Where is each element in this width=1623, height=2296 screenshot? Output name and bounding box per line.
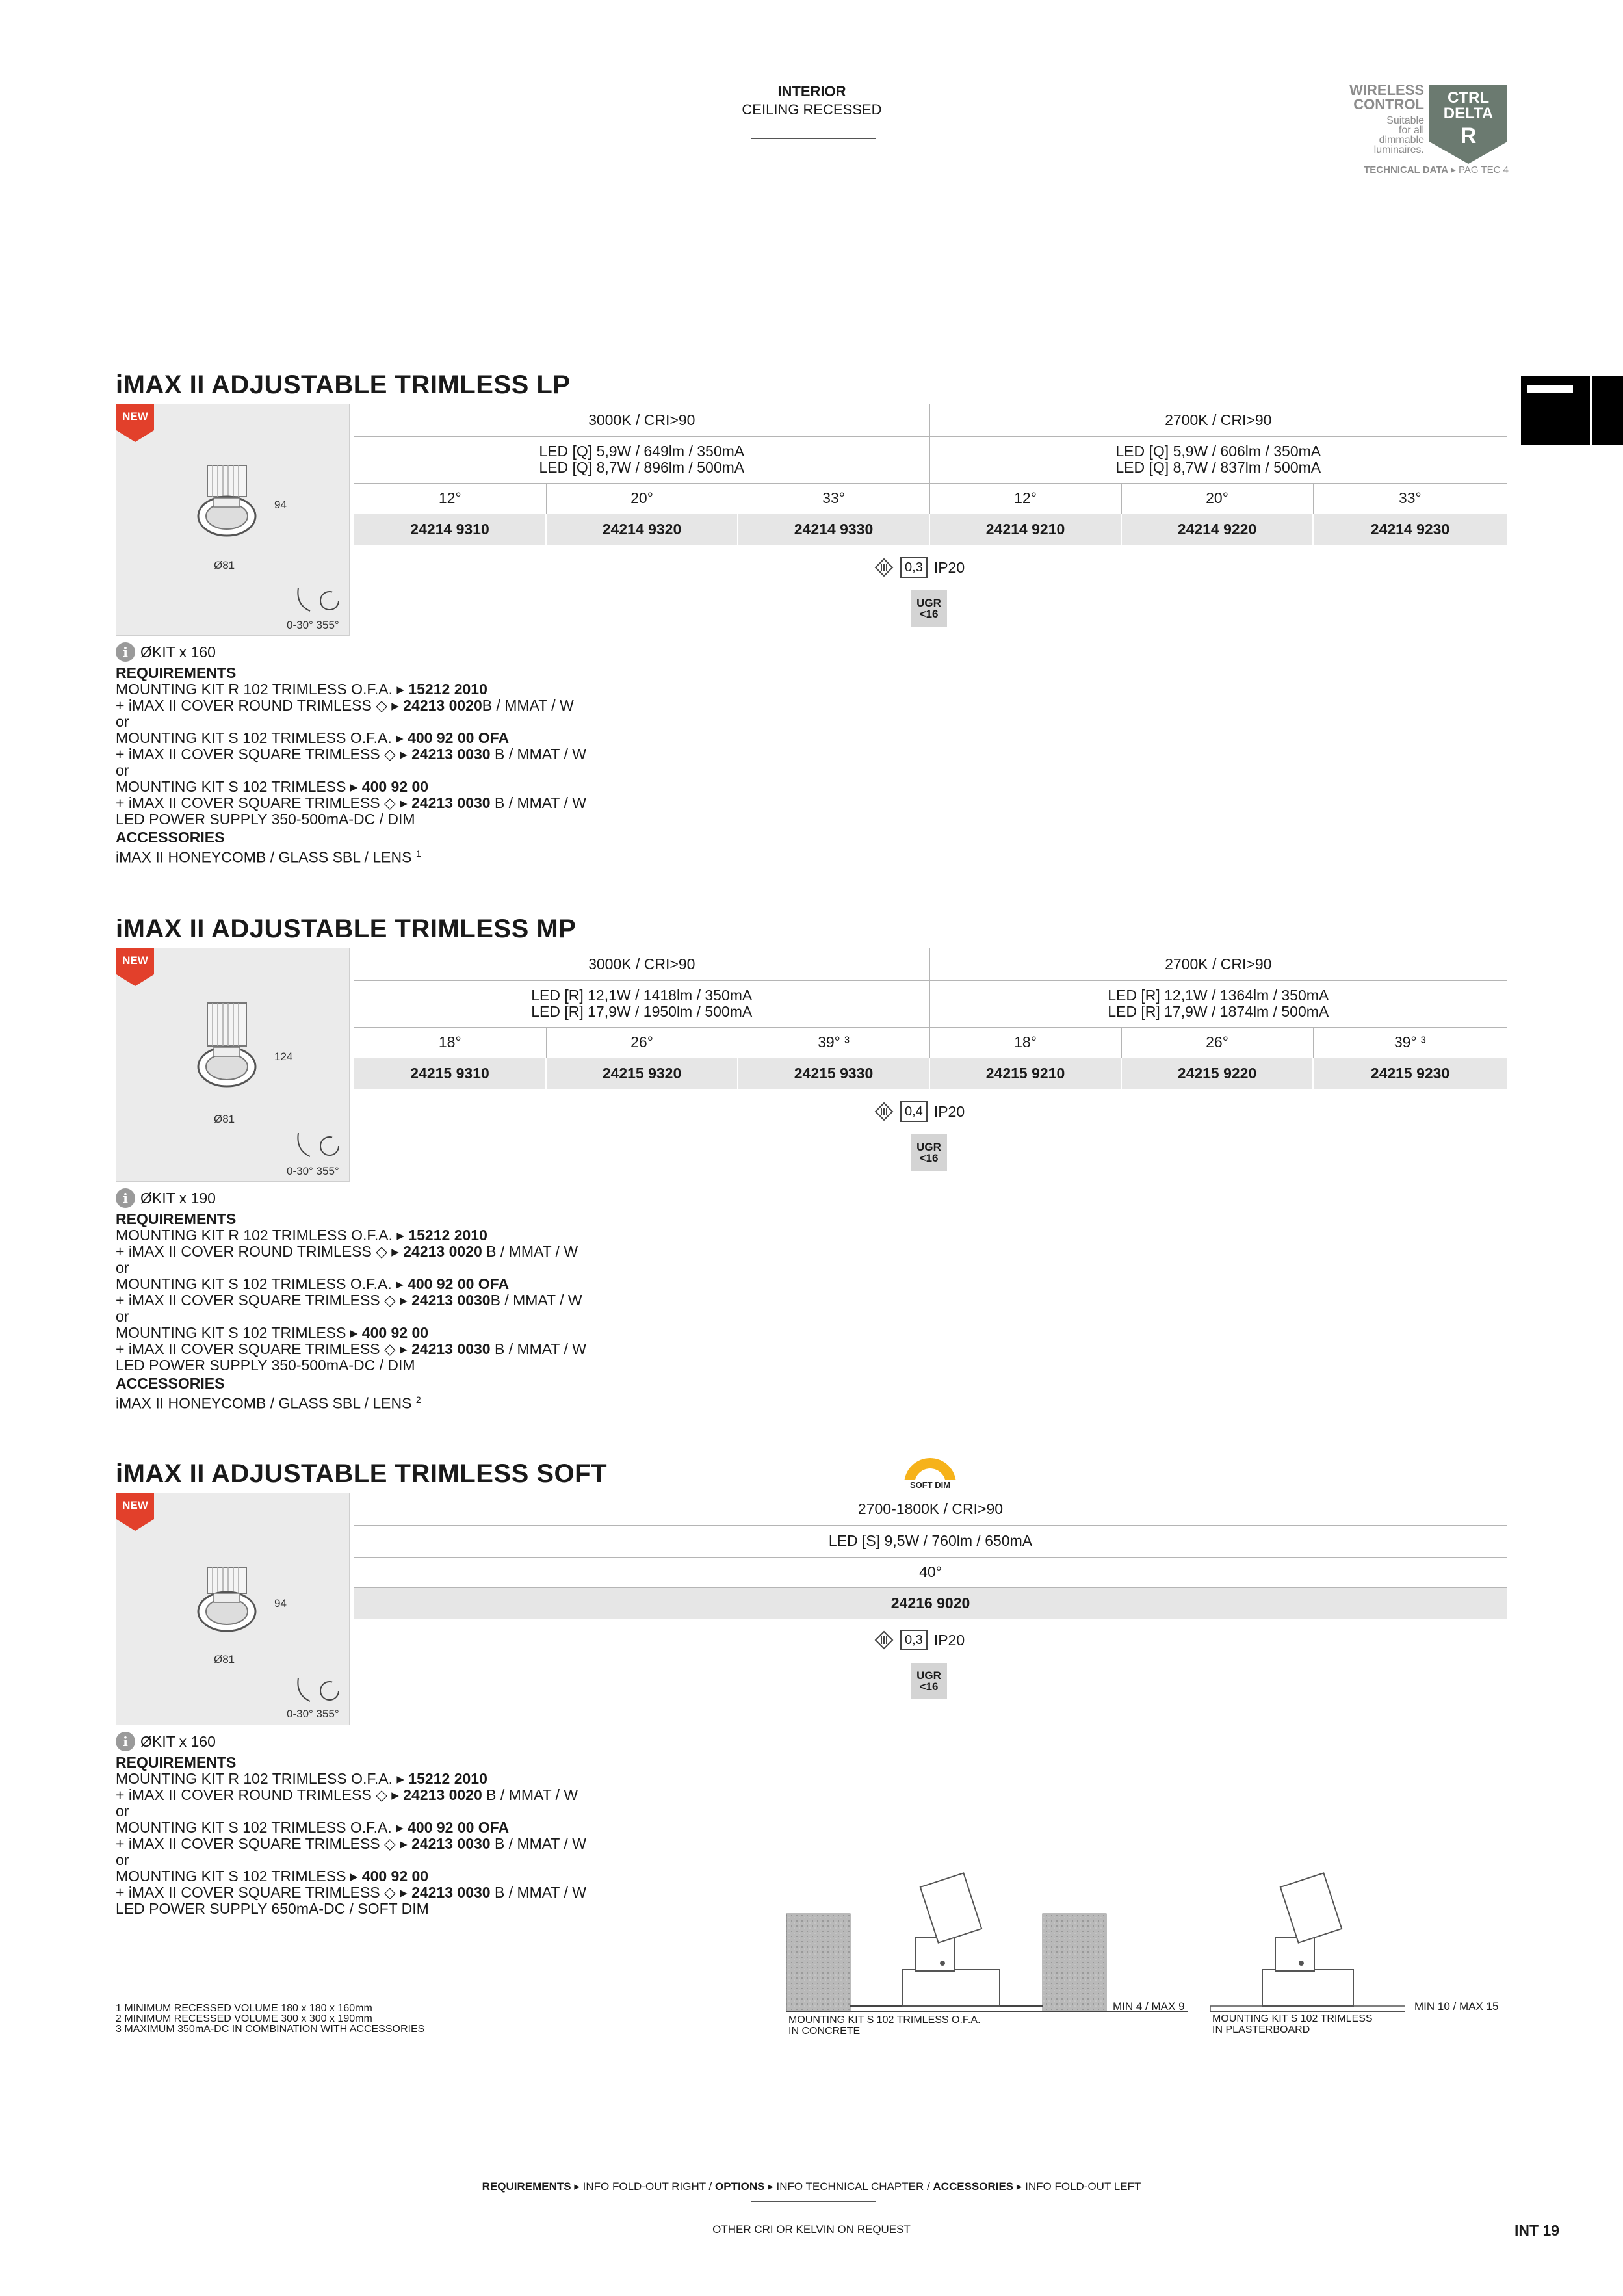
requirement-line: MOUNTING KIT S 102 TRIMLESS ▸ 400 92 00	[116, 1868, 429, 1885]
requirement-line: + iMAX II COVER SQUARE TRIMLESS ◇ ▸ 24213 0030 B / MMAT / W	[116, 1835, 586, 1852]
beam-angle: 20°	[546, 483, 738, 514]
ip-rating: IP20	[933, 1631, 965, 1649]
requirement-line: MOUNTING KIT S 102 TRIMLESS ▸ 400 92 00	[116, 778, 429, 795]
led-spec-2700k: LED [Q] 5,9W / 606lm / 350mA LED [Q] 8,7W / 837lm / 500mA	[929, 436, 1507, 483]
new-badge	[116, 404, 154, 442]
footer-legend: REQUIREMENTS ▸ INFO FOLD-OUT RIGHT / OPTIONS ▸ INFO TECHNICAL CHAPTER / ACCESSORIES ▸ INFO FOLD-OUT LEFT	[482, 2180, 1141, 2193]
diameter-dimension: Ø81	[214, 559, 235, 571]
requirement-line: MOUNTING KIT R 102 TRIMLESS O.F.A. ▸ 15212 2010	[116, 1770, 487, 1787]
requirement-line: + iMAX II COVER ROUND TRIMLESS ◇ ▸ 24213 0020 B / MMAT / W	[116, 1786, 578, 1803]
requirements-soft: REQUIREMENTS MOUNTING KIT R 102 TRIMLESS O.F.A. ▸ 15212 2010 + iMAX II COVER ROUND TRIMLESS ◇ ▸ 24213 0020 B / MMAT / W or MOUNTING KIT S 102 TRIMLESS O.F.A. ▸ 400 92 00 OFA + iMAX II COVER SQUARE TRIMLESS ◇ ▸ 24213 0030 B / MMAT / W or MOUNTING KIT S 102 TRIMLESS ▸ 400 92 00 + iMAX II COVER SQUARE TRIMLESS ◇ ▸ 24213 0030 B / MMAT / W LED POWER SUPPLY 650mA-DC / SOFT DIM	[116, 1754, 586, 1917]
icon-row-mp	[874, 1101, 965, 1122]
beam-angle: 33°	[738, 483, 929, 514]
requirement-line: or	[116, 762, 129, 779]
requirement-line: or	[116, 1851, 129, 1868]
requirement-line: MOUNTING KIT S 102 TRIMLESS O.F.A. ▸ 400 92 00 OFA	[116, 729, 510, 746]
luminaire-drawing-icon	[194, 1000, 266, 1091]
soft-dim-icon	[900, 1458, 960, 1491]
wireless-note: Suitable for all dimmable luminaires.	[1373, 115, 1424, 155]
height-dimension: 94	[274, 499, 287, 511]
article-code[interactable]: 24214 9230	[1313, 514, 1507, 545]
technical-data-ref[interactable]: TECHNICAL DATA ▸ PAG TEC 4	[1364, 164, 1509, 176]
requirement-line: + iMAX II COVER SQUARE TRIMLESS ◇ ▸ 24213 0030 B / MMAT / W	[116, 746, 586, 763]
article-code[interactable]: 24214 9330	[738, 514, 929, 545]
svg-text:R: R	[1460, 124, 1477, 148]
svg-text:SOFT DIM: SOFT DIM	[909, 1480, 951, 1490]
concrete-install-drawing	[785, 1872, 1188, 2015]
section-title-mp: iMAX II ADJUSTABLE TRIMLESS MP	[116, 915, 577, 943]
requirement-line: MOUNTING KIT S 102 TRIMLESS O.F.A. ▸ 400 92 00 OFA	[116, 1819, 510, 1836]
requirement-line: MOUNTING KIT S 102 TRIMLESS ▸ 400 92 00	[116, 1324, 429, 1341]
requirement-line: or	[116, 1259, 129, 1276]
requirement-line: MOUNTING KIT S 102 TRIMLESS O.F.A. ▸ 400 92 00 OFA	[116, 1275, 510, 1292]
beam-angle: 39° ³	[738, 1027, 929, 1058]
rotation-range: 0-30° 355°	[287, 619, 339, 631]
article-code[interactable]: 24215 9310	[354, 1058, 546, 1089]
requirement-line: LED POWER SUPPLY 350-500mA-DC / DIM	[116, 1357, 415, 1374]
beam-angle: 39° ³	[1313, 1027, 1507, 1058]
luminaire-drawing-icon	[194, 1565, 266, 1636]
requirement-line: LED POWER SUPPLY 650mA-DC / SOFT DIM	[116, 1900, 429, 1917]
plasterboard-install-drawing	[1210, 1872, 1405, 2015]
cct-3000k: 3000K / CRI>90	[354, 404, 929, 436]
article-code[interactable]: 24214 9310	[354, 514, 546, 545]
product-image-lp	[116, 404, 350, 636]
requirement-line: or	[116, 1803, 129, 1820]
requirement-line: MOUNTING KIT R 102 TRIMLESS O.F.A. ▸ 15212 2010	[116, 681, 487, 698]
cct-3000k: 3000K / CRI>90	[354, 948, 929, 980]
spec-table-lp	[354, 404, 1507, 545]
footnotes: 1 MINIMUM RECESSED VOLUME 180 x 180 x 160mm 2 MINIMUM RECESSED VOLUME 300 x 300 x 190mm 3 MAXIMUM 350mA-DC IN COMBINATION WITH ACCESSORIES	[116, 2003, 425, 2035]
concrete-caption: MOUNTING KIT S 102 TRIMLESS O.F.A. IN CONCRETE	[788, 2015, 981, 2037]
article-code[interactable]: 24214 9320	[546, 514, 738, 545]
requirement-line: + iMAX II COVER ROUND TRIMLESS ◇ ▸ 24213 0020 B / MMAT / W	[116, 1243, 578, 1260]
diameter-dimension: Ø81	[214, 1113, 235, 1125]
beam-angle: 26°	[546, 1027, 738, 1058]
requirements-lp: REQUIREMENTS MOUNTING KIT R 102 TRIMLESS O.F.A. ▸ 15212 2010 + iMAX II COVER ROUND TRIMLESS ◇ ▸ 24213 0020B / MMAT / W or MOUNTING KIT S 102 TRIMLESS O.F.A. ▸ 400 92 00 OFA + iMAX II COVER SQUARE TRIMLESS ◇ ▸ 24213 0030 B / MMAT / W or MOUNTING KIT S 102 TRIMLESS ▸ 400 92 00 + iMAX II COVER SQUARE TRIMLESS ◇ ▸ 24213 0030 B / MMAT / W LED POWER SUPPLY 350-500mA-DC / DIM ACCESSORIES iMAX II HONEYCOMB / GLASS SBL / LENS $^1$	[116, 664, 586, 866]
ctrl-delta-badge	[1429, 85, 1507, 164]
article-code[interactable]: 24215 9320	[546, 1058, 738, 1089]
wireless-control-label: WIRELESS CONTROL	[1349, 82, 1424, 112]
article-code[interactable]: 24215 9230	[1313, 1058, 1507, 1089]
new-badge	[116, 948, 154, 986]
article-code[interactable]: 24214 9210	[929, 514, 1121, 545]
class-iii-icon	[874, 1102, 894, 1121]
beam-angle: 18°	[929, 1027, 1121, 1058]
info-icon: i	[116, 1732, 135, 1751]
product-image-mp	[116, 948, 350, 1182]
article-code[interactable]: 24215 9210	[929, 1058, 1121, 1089]
ip-rating: IP20	[933, 558, 965, 576]
header-rule	[751, 138, 876, 139]
kit-size: i ØKIT x 160	[116, 642, 216, 662]
chapter-tab[interactable]	[1521, 376, 1623, 445]
diameter-dimension: Ø81	[214, 1653, 235, 1665]
info-icon: i	[116, 642, 135, 662]
led-spec-3000k: LED [R] 12,1W / 1418lm / 350mA LED [R] 17,9W / 1950lm / 500mA	[354, 980, 929, 1027]
cct-tunable: 2700-1800K / CRI>90	[354, 1493, 1507, 1525]
beam-angle: 33°	[1313, 483, 1507, 514]
spec-table-mp	[354, 948, 1507, 1089]
article-code[interactable]: 24214 9220	[1121, 514, 1313, 545]
luminaire-drawing-icon	[194, 463, 266, 541]
plasterboard-caption: MOUNTING KIT S 102 TRIMLESS IN PLASTERBOARD	[1212, 2013, 1373, 2035]
glow-wire-value: 0,3	[900, 1630, 928, 1650]
requirement-line: + iMAX II COVER SQUARE TRIMLESS ◇ ▸ 24213 0030 B / MMAT / W	[116, 1884, 586, 1901]
requirement-line: or	[116, 1308, 129, 1325]
product-image-soft	[116, 1493, 350, 1725]
beam-angle: 20°	[1121, 483, 1313, 514]
ugr-badge: UGR <16	[911, 1663, 947, 1699]
footer-note: OTHER CRI OR KELVIN ON REQUEST	[712, 2223, 911, 2236]
requirement-line: + iMAX II COVER SQUARE TRIMLESS ◇ ▸ 24213 0030 B / MMAT / W	[116, 794, 586, 811]
cct-2700k: 2700K / CRI>90	[929, 404, 1507, 436]
ip-rating: IP20	[933, 1102, 965, 1120]
beam-angle: 12°	[929, 483, 1121, 514]
page-number: INT 19	[1514, 2222, 1560, 2239]
beam-angle: 26°	[1121, 1027, 1313, 1058]
new-badge	[116, 1493, 154, 1531]
led-spec: LED [S] 9,5W / 760lm / 650mA	[354, 1525, 1507, 1557]
glow-wire-value: 0,4	[900, 1101, 928, 1122]
article-code[interactable]: 24215 9220	[1121, 1058, 1313, 1089]
svg-text:NEW: NEW	[122, 410, 148, 423]
beam-angle: 12°	[354, 483, 546, 514]
info-icon: i	[116, 1188, 135, 1208]
footer-rule	[751, 2201, 876, 2202]
concrete-range: MIN 4 / MAX 9	[1113, 2000, 1185, 2013]
led-spec-3000k: LED [Q] 5,9W / 649lm / 350mA LED [Q] 8,7W / 896lm / 500mA	[354, 436, 929, 483]
class-iii-icon	[874, 558, 894, 577]
glow-wire-value: 0,3	[900, 557, 928, 578]
kit-size: i ØKIT x 160	[116, 1732, 216, 1751]
requirement-line: LED POWER SUPPLY 350-500mA-DC / DIM	[116, 811, 415, 828]
section-title-lp: iMAX II ADJUSTABLE TRIMLESS LP	[116, 371, 571, 399]
icon-row-lp	[874, 557, 965, 578]
ugr-badge: UGR <16	[911, 590, 947, 627]
plasterboard-range: MIN 10 / MAX 15	[1414, 2000, 1499, 2013]
requirement-line: or	[116, 713, 129, 730]
svg-text:NEW: NEW	[122, 954, 148, 967]
article-code[interactable]: 24215 9330	[738, 1058, 929, 1089]
rotation-range: 0-30° 355°	[287, 1165, 339, 1177]
rotation-range: 0-30° 355°	[287, 1708, 339, 1720]
svg-text:DELTA: DELTA	[1443, 105, 1494, 122]
rotation-icon	[292, 585, 344, 618]
requirement-line: + iMAX II COVER SQUARE TRIMLESS ◇ ▸ 24213 0030 B / MMAT / W	[116, 1340, 586, 1357]
requirements-mp: REQUIREMENTS MOUNTING KIT R 102 TRIMLESS O.F.A. ▸ 15212 2010 + iMAX II COVER ROUND TRIMLESS ◇ ▸ 24213 0020 B / MMAT / W or MOUNTING KIT S 102 TRIMLESS O.F.A. ▸ 400 92 00 OFA + iMAX II COVER SQUARE TRIMLESS ◇ ▸ 24213 0030B / MMAT / W or MOUNTING KIT S 102 TRIMLESS ▸ 400 92 00 + iMAX II COVER SQUARE TRIMLESS ◇ ▸ 24213 0030 B / MMAT / W LED POWER SUPPLY 350-500mA-DC / DIM ACCESSORIES iMAX II HONEYCOMB / GLASS SBL / LENS $^2$	[116, 1210, 586, 1412]
requirement-line: + iMAX II COVER SQUARE TRIMLESS ◇ ▸ 24213 0030B / MMAT / W	[116, 1292, 582, 1309]
rotation-icon	[292, 1675, 344, 1708]
class-iii-icon	[874, 1630, 894, 1650]
section-title-soft: iMAX II ADJUSTABLE TRIMLESS SOFT	[116, 1459, 608, 1488]
catalog-subcategory: CEILING RECESSED	[742, 101, 882, 118]
article-code[interactable]: 24216 9020	[354, 1587, 1507, 1619]
svg-text:CTRL: CTRL	[1448, 89, 1489, 107]
requirement-line: MOUNTING KIT R 102 TRIMLESS O.F.A. ▸ 15212 2010	[116, 1227, 487, 1244]
cct-2700k: 2700K / CRI>90	[929, 948, 1507, 980]
beam-angle: 40°	[354, 1557, 1507, 1587]
ugr-badge: UGR <16	[911, 1134, 947, 1171]
catalog-category: INTERIOR	[777, 83, 846, 99]
height-dimension: 124	[274, 1050, 293, 1063]
requirement-line: + iMAX II COVER ROUND TRIMLESS ◇ ▸ 24213 0020B / MMAT / W	[116, 697, 574, 714]
beam-angle: 18°	[354, 1027, 546, 1058]
kit-size: i ØKIT x 190	[116, 1188, 216, 1208]
spec-table-soft	[354, 1493, 1507, 1619]
icon-row-soft	[874, 1630, 965, 1650]
rotation-icon	[292, 1130, 344, 1163]
svg-text:NEW: NEW	[122, 1499, 148, 1511]
height-dimension: 94	[274, 1597, 287, 1610]
led-spec-2700k: LED [R] 12,1W / 1364lm / 350mA LED [R] 17,9W / 1874lm / 500mA	[929, 980, 1507, 1027]
